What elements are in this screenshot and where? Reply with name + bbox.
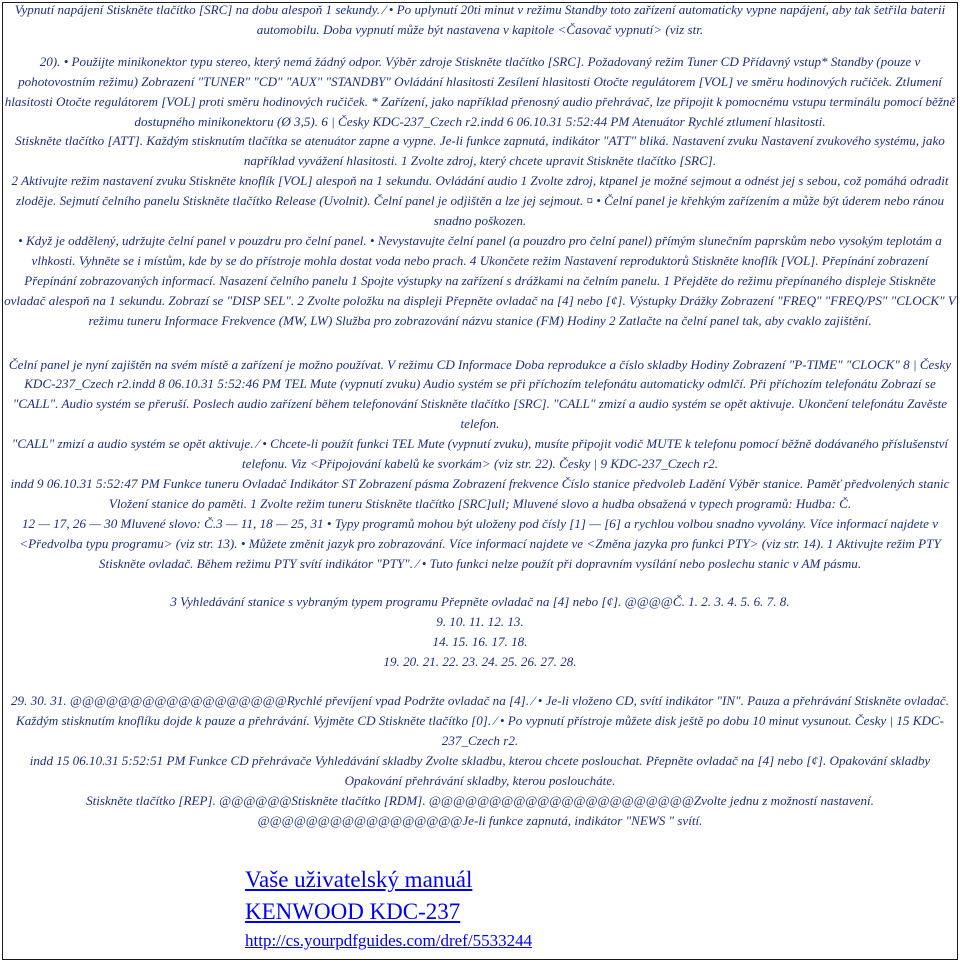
document-body (4, 0, 956, 830)
paragraph-attenuator: Stiskněte tlačítko [ATT]. Každým stisknutím tlačítka se atenuátor zapne a vypne. Je-li funkce zapnutá, indikátor "ATT" bliká. Nastavení zvuku Nastavení zvukového systému, jako například vyvážení hlasitosti. 1 Zvolte zdroj, který chcete upravit Stiskněte tlačítko [SRC]. (15, 133, 945, 169)
paragraph-cd-playback: 29. 30. 31. @@@@@@@@@@@@@@@@@@Rychlé převíjení vpad Podržte ovladač na [4]. ⁄ • Je-li vloženo CD, svítí indikátor "IN". Pauza a přehrávání Stiskněte ovladač. Každým stisknutím knoflíku dojde k pauze a přehrávání. Vyjměte CD Stiskněte tlačítko [0]. ⁄ • Po vypnutí přístroje můžete disk ještě po dobu 10 minut vysunout. Česky | 15 KDC-237_Czech r2. (11, 693, 949, 748)
paragraph-audio-setup: 2 Aktivujte režim nastavení zvuku Stiskněte knoflík [VOL] alespoň na 1 sekundu. Ovládání audio 1 Zvolte zdroj, ktpanel je možné sejmout a odnést jej s sebou, což pomáhá odradit zloděje. Sejmutí čelního panelu Stiskněte tlačítko Release (Uvolnit). Čelní panel je odjištěn a lze jej sejmout. ¤ • Čelní panel je křehkým zařízením a může být úderem nebo ránou snadno poškozen. (11, 173, 949, 229)
paragraph-numbers-1: 9. 10. 11. 12. 13. (436, 614, 524, 630)
paragraph-pty-search: 3 Vyhledávání stanice s vybraným typem programu Přepněte ovladač na [4] nebo [¢]. @@@@Č. 1. 2. 3. 4. 5. 6. 7. 8. (170, 594, 790, 610)
paragraph-cd-functions: indd 15 06.10.31 5:52:51 PM Funkce CD přehrávače Vyhledávání skladby Zvolte skladbu, kterou chcete poslouchat. Přepněte ovladač na [4] nebo [¢]. Opakování skladby Opakování přehrávání skladby, kterou posloucháte. (29, 752, 931, 788)
paragraph-numbers-2: 14. 15. 16. 17. 18. (432, 634, 528, 650)
footer-links (245, 864, 532, 954)
paragraph-pty: 12 — 17, 26 — 30 Mluvené slovo: Č.3 — 11, 18 — 25, 31 • Typy programů mohou být uloženy pod čísly [1] — [6] a rychlou volbou snadno vyvolány. Více informací najdete v <Předvolba typu programu> (viz str. 13). • Můžete změnit jazyk pro zobrazování. Více informací najdete ve <Změna jazyka pro funkci PTY> (viz str. 14). 1 Aktivujte režim PTY Stiskněte ovladač. Během režimu PTY svítí indikátor "PTY". ⁄ • Tuto funkci nelze použít při dopravním vysílání nebo poslechu stanic v AM pásmu. (19, 515, 941, 571)
paragraph-faceplate: • Když je oddělený, udržujte čelní panel v pouzdru pro čelní panel. • Nevystavujte čelní panel (a pouzdro pro čelní panel) přímým slunečním paprskům nebo vysokým teplotám a vlhkosti. Vyhněte se i místům, kde by se do přístroje mohla dostat voda nebo prach. 4 Ukončete režim Nastavení reproduktorů Stiskněte knoflík [VOL]. Přepínání zobrazení Přepínání zobrazovaných informací. Nasazení čelního panelu 1 Spojte výstupky na zařízení s drážkami na čelním panelu. 1 Přejděte do režimu přepínaného displeje Stiskněte ovladač alespoň na 1 sekundu. Zobrazí se "DISP SEL". 2 Zvolte položku na displeji Přepněte ovladač na [4] nebo [¢]. Výstupky Drážky Zobrazení "FREQ" "FREQ/PS" "CLOCK" V režimu tuneru Informace Frekvence (MW, LW) Služba pro zobrazování názvu stanice (FM) Hodiny 2 Zatlačte na čelní panel tak, aby cvaklo zajištění. (4, 232, 956, 328)
paragraph-repeat-random: Stiskněte tlačítko [REP]. @@@@@@Stiskněte tlačítko [RDM]. @@@@@@@@@@@@@@@@@@@@@@Zvolte jednu z možností nastavení. @@@@@@@@@@@@@@@@@Je-li funkce zapnutá, indikátor "NEWS " svítí. (86, 792, 874, 828)
model-link[interactable]: KENWOOD KDC-237 (245, 899, 461, 924)
paragraph-tuner: indd 9 06.10.31 5:52:47 PM Funkce tuneru Ovladač Indikátor ST Zobrazení pásma Zobrazení frekvence Číslo stanice předvoleb Ladění Výběr stanice. Paměť předvolených stanic Vložení stanice do paměti. 1 Zvolte režim tuneru Stiskněte tlačítko [SRC]ull; Mluvené slovo a hudba obsažená v typech programů: Hudba: Č. (10, 475, 950, 511)
paragraph-numbers-3: 19. 20. 21. 22. 23. 24. 25. 26. 27. 28. (383, 654, 577, 670)
paragraph-tel-mute: "CALL" zmizí a audio systém se opět aktivuje. ⁄ • Chcete-li použít funkci TEL Mute (vypnutí zvuku), musíte připojit vodič MUTE k telefonu pomocí běžně dodávaného příslušenství telefonu. Viz <Připojování kabelů ke svorkám> (viz str. 22). Česky | 9 KDC-237_Czech r2. (11, 436, 949, 472)
paragraph-cd-info: Čelní panel je nyní zajištěn na svém místě a zařízení je možno používat. V režimu CD Informace Doba reprodukce a číslo skladby Hodiny Zobrazení "P-TIME" "CLOCK" 8 | Česky KDC-237_Czech r2.indd 8 06.10.31 5:52:46 PM TEL Mute (vypnutí zvuku) Audio systém se při příchozím telefonátu automaticky odmlčí. Při příchozím telefonátu Zobrazí se "CALL". Audio systém se přeruší. Poslech audio zařízení během telefonování Stiskněte tlačítko [SRC]. "CALL" zmizí a audio systém se opět aktivuje. Ukončení telefonátu Zavěste telefon. (8, 356, 952, 432)
url-link[interactable]: http://cs.yourpdfguides.com/dref/5533244 (245, 931, 533, 950)
paragraph-power-off: Vypnutí napájení Stiskněte tlačítko [SRC] na dobu alespoň 1 sekundy. ⁄ • Po uplynutí 20ti minut v režimu Standby toto zařízení automaticky vypne napájení, aby tak šetřila baterii automobilu. Doba vypnutí může být nastavena v kapitole <Časovač vypnutí> (viz str. (14, 2, 946, 37)
manual-link[interactable]: Vaše uživatelský manuál (245, 867, 473, 892)
paragraph-source-select: 20). • Použijte minikonektor typu stereo, který nemá žádný odpor. Výběr zdroje Stiskněte tlačítko [SRC]. Požadovaný režim Tuner CD Přídavný vstup* Standby (pouze v pohotovostním režimu) Zobrazení "TUNER" "CD" "AUX" "STANDBY" Ovládání hlasitosti Zesílení hlasitosti Otočte regulátorem [VOL] ve směru hodinových ručiček. Ztlumení hlasitosti Otočte regulátorem [VOL] proti směru hodinových ručiček. * Zařízení, jako například přenosný audio přehrávač, lze připojit k pomocnému vstupu terminálu pomocí běžně dostupného minikonektoru (Ø 3,5). 6 | Česky KDC-237_Czech r2.indd 6 06.10.31 5:52:44 PM Atenuátor Rychlé ztlumení hlasitosti. (4, 53, 956, 129)
